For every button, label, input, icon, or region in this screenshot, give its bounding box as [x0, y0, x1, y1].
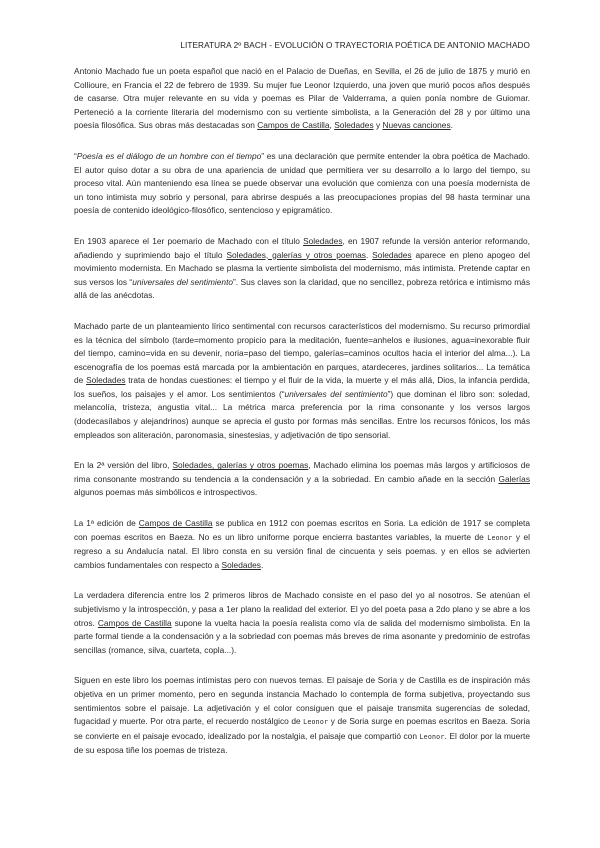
paragraph-6 — [74, 517, 530, 572]
text-run: ”) que dominan el libro son: soledad, melancolía, tristeza, angustia vital... La métrica marca preferencia por la rima consonante y los versos largos (dodecasílabos y alejandrinos) aunque se aprecia el gusto por formas más sencillas. Entre los recursos fónicos, los más empleados son aliteración, paronomasia, sinestesias, y adjetivación de tipo sensorial. — [74, 388, 530, 440]
paragraph-8 — [74, 674, 530, 758]
paragraph-5 — [74, 459, 530, 500]
text-run: y — [373, 120, 383, 131]
text-run: . — [260, 559, 264, 570]
text-run: Siguen en este libro los poemas intimistas pero con nuevos temas. El paisaje de Soria y de Castilla es de inspiración más objetiva en un primer momento, pero en segunda instancia Machado lo contempla de forma subjetiva, proyectando sus sentimientos sobre el paisaje. La adjetivación y el color consiguen que el paisaje transmita sugerencias de soledad, fugacidad y muerte. Por otra parte, el recuerdo nostálgico de — [74, 675, 530, 727]
text-run: y el regreso a su Andalucía natal. El libro consta en su versión final de cincuenta y seis poemas. y en ellos se advierten cambios fundamentales con respecto a — [74, 531, 530, 570]
document-body — [74, 65, 530, 758]
paragraph-7 — [74, 589, 530, 657]
text-run: En 1903 aparece el 1er poemario de Machado con el título — [74, 235, 304, 246]
name-reference: Leonor — [487, 533, 513, 542]
text-run: , en 1907 refunde la versión anterior reformando, añadiendo y suprimiendo bajo el título — [74, 235, 530, 260]
underlined-title: Campos de Castilla — [138, 518, 213, 529]
paragraph-2 — [74, 150, 530, 218]
text-run: . El dolor por la muerte de su esposa tiñe los poemas de tristeza. — [74, 730, 530, 756]
underlined-title: Soledades — [221, 559, 261, 570]
italic-quote: universales del sentimiento — [132, 276, 234, 287]
text-run: En la 2ª versión del libro, — [74, 460, 173, 471]
underlined-title: Campos de Castilla — [97, 617, 172, 628]
name-reference: Leonor — [303, 718, 329, 727]
text-run: Machado parte de un planteamiento lírico sentimental con recursos característicos del modernismo. Su recurso primordial es la técnica del símbolo (tarde=momento propicio para la meditación, fuente=anhelos e ilusiones, agua=inexorable fluir del tiempo, camino=vida en su devenir, noria=paso del tiempo, galerías=caminos ocultos hacia el interior del alma...). La escenografía de los poemas está marcada por la ambientación en parques, atardeceres, jardines solitarios... La temática de — [74, 320, 530, 386]
text-run: supone la vuelta hacia la poesía realista como vía de salida del modernismo simbolista. En la parte formal tiende a la condensación y a la sobriedad con poemas más breves de rima asonante y predominio de estrofas sencillas (romance, silva, cuarteta, copla...). — [74, 617, 531, 655]
text-run: “ — [74, 150, 77, 161]
text-run: trata de hondas cuestiones: el tiempo y el fluir de la vida, la muerte y el más allá, Dios, la infancia perdida, los sueños, los paisajes y el amor. Los sentimientos (“ — [74, 375, 531, 399]
underlined-title: Soledades — [372, 249, 412, 260]
underlined-title: Soledades, galerías y otros poemas — [172, 460, 309, 471]
text-run: , Machado elimina los poemas más largos y artificiosos de rima consonante mostrando su tendencia a la condensación y a la sobriedad. En cambio añade en la sección — [74, 460, 530, 484]
underlined-title: Campos de Castilla — [257, 120, 330, 131]
text-run: aparece en pleno apogeo del movimiento modernista. En Machado se plasma la vertiente simbolista del modernismo, más intimista. Pretende captar en sus versos los “ — [74, 249, 530, 287]
text-run: ” es una declaración que permite entender la obra poética de Machado. El autor quiso dotar a su obra de una apariencia de unidad que permitiera ver su desarrollo a lo largo del tiempo, su proceso vital. Aún manteniendo esa línea se puede observar una evolución que comienza con una poesía modernista de un tono intimista muy sobrio y personal, para abrirse después a las preocupaciones propias del 98 hasta terminar una poesía de contenido ideológico-filosófico, sentencioso y epigramático. — [74, 150, 530, 216]
underlined-title: Nuevas canciones — [382, 120, 451, 131]
underlined-title: Soledades — [334, 120, 374, 131]
paragraph-4 — [74, 320, 530, 442]
underlined-title: Soledades, galerías y otros poemas — [226, 249, 366, 260]
underlined-title: Soledades — [303, 235, 343, 246]
text-run: algunos poemas más simbólicos e introspectivos. — [74, 487, 258, 498]
text-run: se publica en 1912 con poemas escritos en Soria. La edición de 1917 se completa con poemas escritos en Baeza. No es un libro uniforme porque encierra bastantes variables, la muerte de — [74, 518, 530, 542]
text-run: ”. Sus claves son la claridad, que no sencillez, pobreza retórica e intimismo más allá de las anécdotas. — [74, 276, 530, 301]
paragraph-3 — [74, 235, 530, 303]
document-header: LITERATURA 2º BACH - EVOLUCIÓN O TRAYECTORIA POÉTICA DE ANTONIO MACHADO — [180, 41, 530, 50]
text-run: Antonio Machado fue un poeta español que nació en el Palacio de Dueñas, en Sevilla, el 26 de julio de 1875 y murió en Collioure, en Francia el 22 de febrero de 1939. Su mujer fue Leonor Izquierdo, una joven que murió pocos años después de casarse. Otra mujer relevante en su vida y poemas es Pilar de Valderrama, a quien ponía nombre de Guiomar. Perteneció a la corriente literaria del modernismo con su vertiente simbolista, a la Generación del 28 y por último una poesía filosófica. Sus obras más destacadas son — [74, 66, 530, 131]
text-run: . — [450, 120, 453, 131]
text-run: La 1ª edición de — [74, 518, 139, 529]
text-run: y de Soria surge en poemas escritos en Baeza. Soria se convierte en el paisaje evocado, idealizado por la nostalgia, el paisaje que compartió con — [74, 716, 530, 741]
text-run: . — [365, 249, 373, 260]
text-run: , — [329, 120, 335, 131]
italic-quote: universales del sentimiento — [284, 388, 388, 399]
italic-quote: Poesía es el diálogo de un hombre con el tiempo — [76, 150, 262, 161]
paragraph-1 — [74, 65, 530, 133]
underlined-title: Soledades — [86, 375, 126, 386]
name-reference: Leonor — [419, 732, 445, 741]
underlined-title: Galerías — [498, 473, 530, 484]
text-run: La verdadera diferencia entre los 2 primeros libros de Machado consiste en el paso del yo al nosotros. Se atenúan el subjetivismo y la introspección, y pasa a 1er plano la realidad del exterior. El yo del poeta pasa a 2do plano y se abre a los otros. — [74, 590, 530, 628]
